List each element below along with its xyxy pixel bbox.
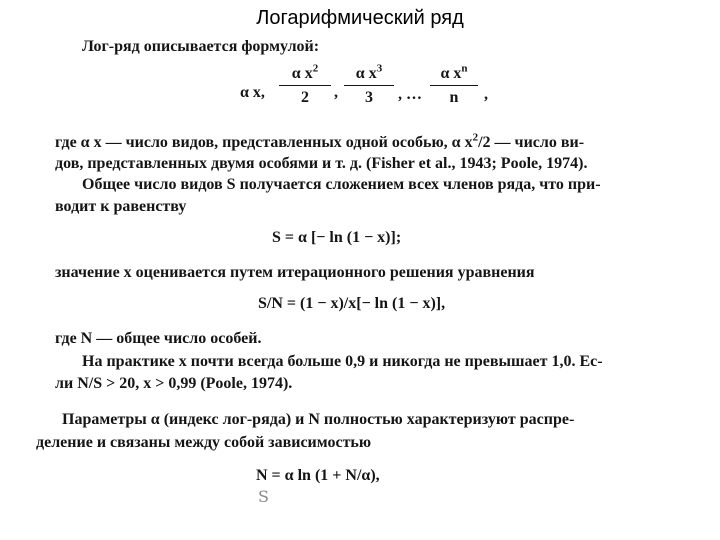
formula-s: S = α [− ln (1 − x)]; [272,229,402,246]
paragraph-line: Общее число видов S получается сложением всех членов ряда, что при- [82,176,601,193]
series-first-term: α x, [240,84,265,101]
series-separator-ellipsis: , … [398,86,422,103]
paragraph-line: Параметры α (индекс лог-ряда) и N полностью характеризуют распре- [62,411,575,428]
fraction-bar [279,85,331,86]
fraction-bar [344,85,394,86]
paragraph-line: деление и связаны между собой зависимостью [36,434,372,451]
series-fraction-n [430,64,478,108]
paragraph-line: дов, представленных двумя особями и т. д. (Fisher et al., 1943; Poole, 1974). [55,155,588,172]
series-fraction-3-numerator: α $x^3$ [355,62,383,82]
slide-title: Логарифмический ряд [256,7,464,29]
paragraph-line: где α x — число видов, представленных одной особью, α $x^2/2$ — число ви- [55,131,585,151]
series-fraction-3 [344,64,394,108]
intro-line: Лог-ряд описывается формулой: [82,38,320,55]
paragraph-line: ли N/S > 20, x > 0,99 (Poole, 1974). [55,375,293,392]
series-fraction-2 [279,64,331,108]
fraction-bar [430,85,478,86]
series-fraction-n-denominator: n [449,89,459,106]
paragraph-line: водит к равенству [55,198,187,215]
series-fraction-n-numerator: α $x^n$ [440,62,468,82]
series-separator: , [484,86,488,103]
paragraph-line: где N — общее число особей. [55,330,262,347]
paragraph-line: На практике x почти всегда больше 0,9 и никогда не превышает 1,0. Ес- [82,353,603,370]
formula-n: N = α ln (1 + N/α), [256,467,380,484]
stray-scan-glyph: S [258,487,269,506]
series-fraction-2-denominator: 2 [301,89,309,106]
paragraph-line: значение x оценивается путем итерационного решения уравнения [55,264,535,281]
formula-s-over-n: S/N = (1 − x)/x[− ln (1 − x)], [258,295,446,312]
series-fraction-3-denominator: 3 [365,89,373,106]
series-separator: , [334,84,338,101]
series-fraction-2-numerator: α $x^2$ [291,62,319,82]
